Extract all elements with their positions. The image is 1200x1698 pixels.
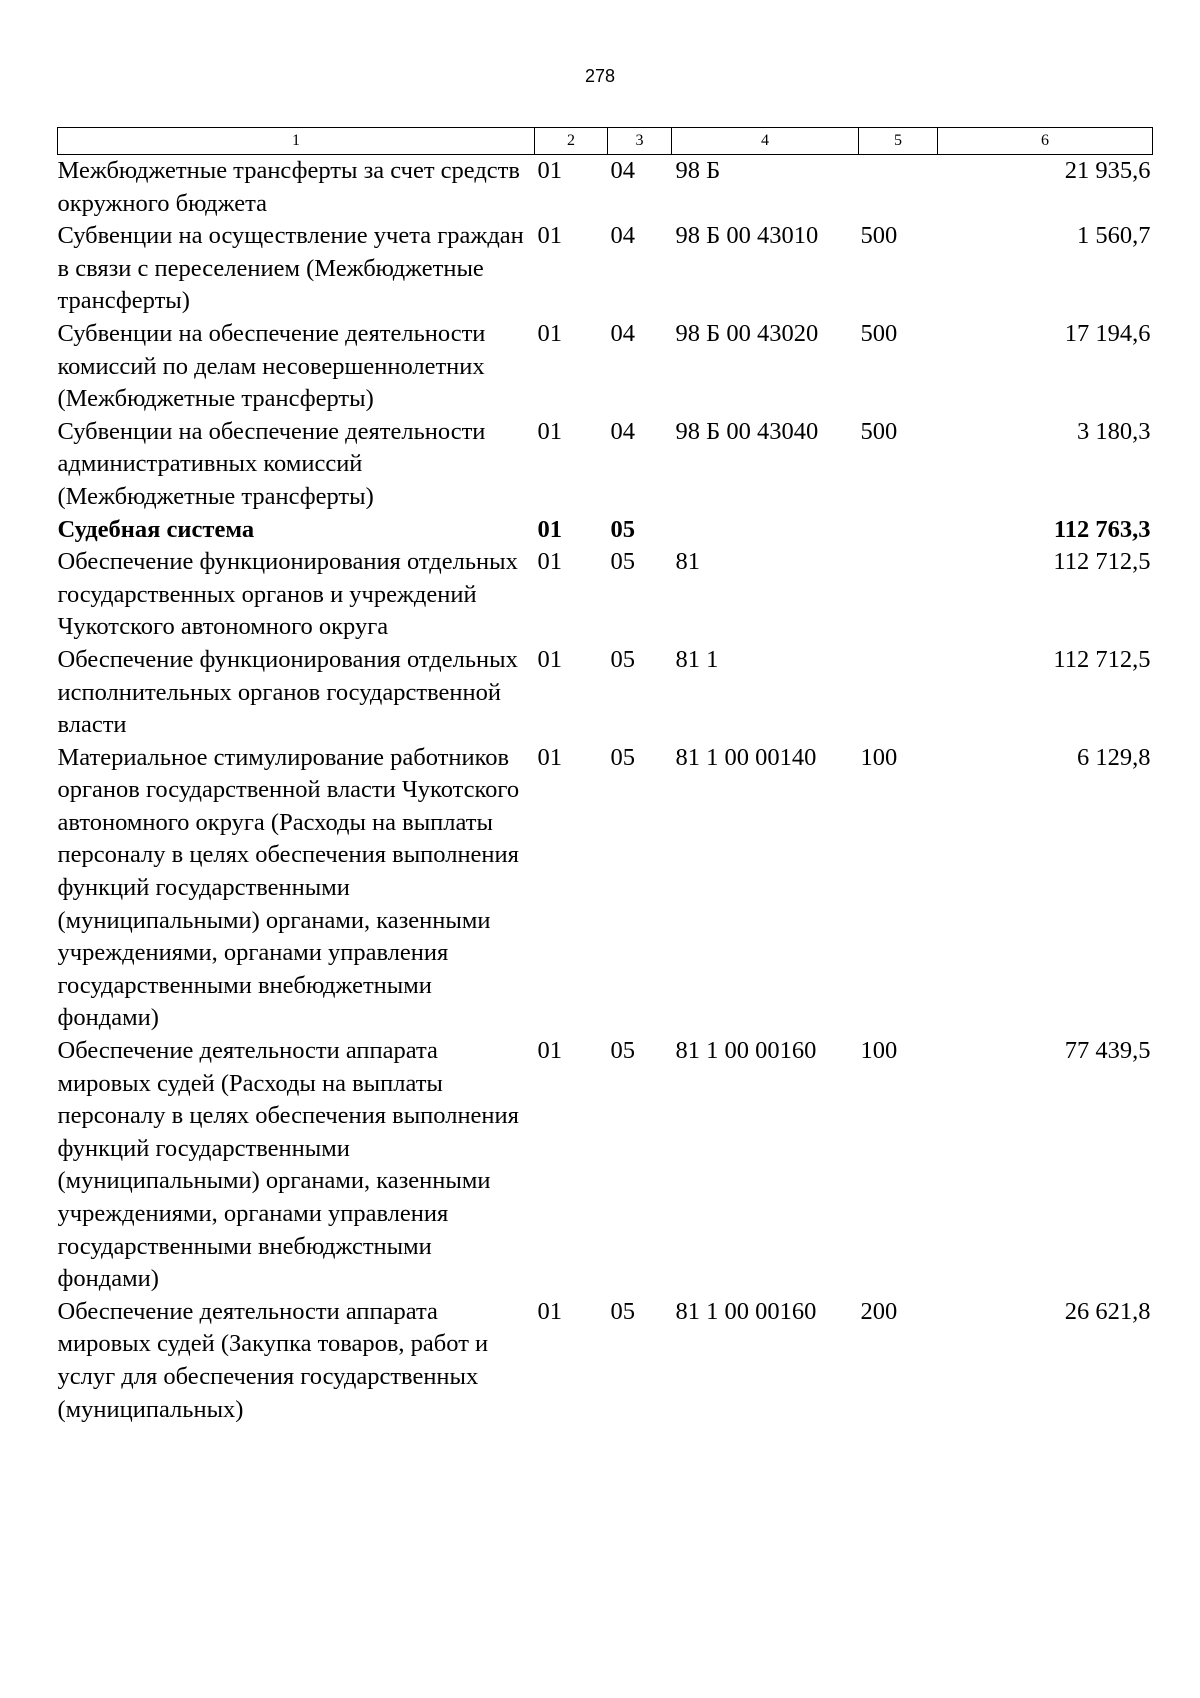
row-expense-type-code: 500 (860, 319, 898, 347)
row-section-code: 01 (537, 157, 562, 184)
row-name: Субвенции на обеспечение деятельности административных комиссий (Межбюджетные трансферты) (57, 417, 486, 510)
row-target-article-code: 98 Б (675, 157, 721, 184)
row-name: Обеспечение деятельности аппарата мировых судей (Расходы на выплаты персоналу в целях обеспечения выполнения функций государственными (муниципальными) органами, казенными учреждениями, органами управления государственными внебюджстными фондами) (57, 1037, 519, 1293)
table-row (58, 1035, 1153, 1296)
header-row (58, 128, 1153, 155)
table-header (58, 128, 1153, 155)
row-name: Субвенции на осуществление учета граждан в связи с переселением (Межбюджетные трансферты) (57, 222, 524, 315)
row-target-article-code: 81 1 00 00160 (675, 1297, 817, 1325)
budget-table (57, 127, 1153, 1426)
row-expense-type-code: 500 (860, 417, 898, 445)
row-target-article-code (672, 514, 859, 547)
table-row (58, 416, 1153, 514)
row-amount: 21 935,6 (1064, 157, 1151, 184)
row-subsection-code: 04 (610, 222, 635, 250)
table-row (58, 742, 1153, 1035)
row-subsection-code: 05 (610, 548, 635, 576)
page-number: 278 (584, 66, 616, 86)
row-amount: 6 129,8 (1077, 743, 1151, 771)
row-expense-type-code (859, 644, 938, 742)
header-col-2: 2 (535, 128, 608, 155)
row-target-article-code: 81 1 (675, 645, 719, 673)
table-row (58, 220, 1153, 318)
table-row (58, 514, 1153, 547)
row-section-code: 01 (537, 319, 562, 347)
row-name: Обеспечение деятельности аппарата мировых судей (Закупка товаров, работ и услуг для обеспечения государственных (муниципальных) (57, 1297, 489, 1423)
table-row (58, 155, 1153, 221)
row-amount: 112 712,5 (1053, 548, 1151, 576)
row-expense-type-code: 200 (860, 1297, 898, 1325)
row-expense-type-code: 500 (860, 222, 898, 250)
row-amount: 1 560,7 (1077, 222, 1151, 250)
row-subsection-code: 04 (610, 319, 635, 347)
row-section-code: 01 (537, 645, 562, 673)
row-subsection-code: 04 (610, 157, 635, 184)
row-expense-type-code (859, 155, 938, 221)
row-expense-type-code (859, 514, 938, 547)
row-name: Субвенции на обеспечение деятельности комиссий по делам несовершеннолетних (Межбюджетные трансферты) (57, 319, 486, 413)
row-target-article-code: 98 Б 00 43040 (675, 417, 819, 445)
row-expense-type-code: 100 (860, 743, 898, 771)
row-name: Материальное стимулирование работников органов государственной власти Чукотского автономного округа (Расходы на выплаты персоналу в целях обеспечения выполнения функций государственными (муниципальными) органами, казенными учреждениями, органами управления государственными внебюджетными фондами) (57, 743, 520, 1032)
table-row (58, 1296, 1153, 1426)
row-section-code: 01 (537, 548, 562, 576)
table-row (58, 546, 1153, 644)
row-name: Межбюджетные трансферты за счет средств окружного бюджета (57, 157, 520, 217)
header-col-3: 3 (608, 128, 672, 155)
row-amount: 112 763,3 (1053, 515, 1151, 543)
row-section-code: 01 (537, 417, 562, 445)
row-amount: 77 439,5 (1064, 1037, 1151, 1065)
row-amount: 112 712,5 (1053, 645, 1151, 673)
row-name: Обеспечение функционирования отдельных государственных органов и учреждений Чукотского автономного округа (57, 548, 518, 641)
row-section-code: 01 (537, 1037, 562, 1065)
row-target-article-code: 81 1 00 00160 (675, 1037, 817, 1065)
header-col-6: 6 (938, 128, 1153, 155)
header-col-5: 5 (859, 128, 938, 155)
row-target-article-code: 98 Б 00 43010 (675, 222, 819, 250)
table-body (58, 155, 1153, 1427)
row-subsection-code: 04 (610, 417, 635, 445)
row-subsection-code: 05 (610, 1037, 635, 1065)
header-col-4: 4 (672, 128, 859, 155)
row-target-article-code: 81 1 00 00140 (675, 743, 817, 771)
row-name: Судебная система (57, 515, 255, 543)
row-target-article-code: 98 Б 00 43020 (675, 319, 819, 347)
row-subsection-code: 05 (610, 515, 635, 543)
header-col-1: 1 (58, 128, 535, 155)
row-section-code: 01 (537, 222, 562, 250)
row-amount: 17 194,6 (1064, 319, 1151, 347)
row-amount: 26 621,8 (1064, 1297, 1151, 1325)
row-subsection-code: 05 (610, 1297, 635, 1325)
row-name: Обеспечение функционирования отдельных исполнительных органов государственной власти (57, 645, 518, 739)
row-target-article-code: 81 (675, 548, 700, 576)
row-section-code: 01 (537, 743, 562, 771)
row-amount: 3 180,3 (1077, 417, 1151, 445)
row-expense-type-code: 100 (860, 1037, 898, 1065)
row-section-code: 01 (537, 1297, 562, 1325)
row-subsection-code: 05 (610, 743, 635, 771)
row-expense-type-code (859, 546, 938, 644)
row-section-code: 01 (537, 515, 562, 543)
table-row (58, 644, 1153, 742)
table-row (58, 318, 1153, 416)
row-subsection-code: 05 (610, 645, 635, 673)
